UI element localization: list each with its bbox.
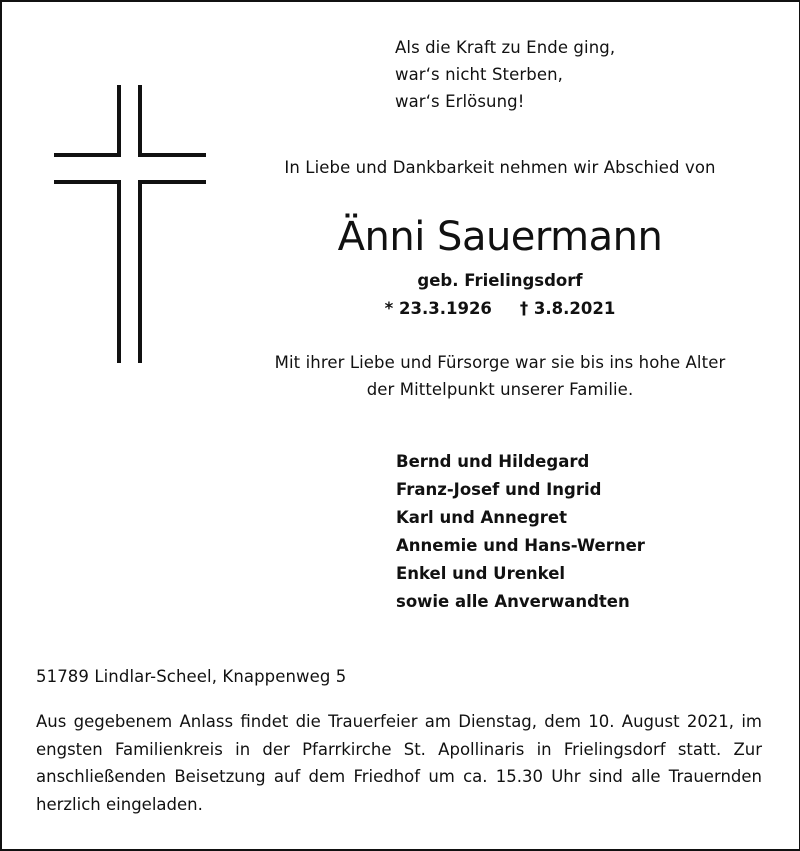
poem-line: war‘s Erlösung! xyxy=(395,92,525,111)
family-member: Annemie und Hans-Werner xyxy=(396,536,645,555)
family-member: Enkel und Urenkel xyxy=(396,564,566,583)
family-member: Bernd und Hildegard xyxy=(396,452,590,471)
family-member: Franz-Josef und Ingrid xyxy=(396,480,602,499)
family-member: sowie alle Anverwandten xyxy=(396,592,630,611)
notice-line: engsten Familienkreis in der Pfarrkirche St. Apollinaris in Frielingsdorf statt. Zur xyxy=(36,739,762,759)
family-member: Karl und Annegret xyxy=(396,508,567,527)
notice-line: anschließenden Beisetzung auf dem Friedhof um ca. 15.30 Uhr sind alle Trauernden xyxy=(36,767,762,786)
intro-text: In Liebe und Dankbarkeit nehmen wir Abschied von xyxy=(284,158,716,177)
deceased-name: Änni Sauermann xyxy=(337,214,663,260)
tribute-line: Mit ihrer Liebe und Fürsorge war sie bis ins hohe Alter xyxy=(274,353,726,372)
poem xyxy=(395,34,615,115)
notice-line: Aus gegebenem Anlass findet die Trauerfeier am Dienstag, dem 10. August 2021, im xyxy=(36,712,762,731)
tribute-line: der Mittelpunkt unserer Familie. xyxy=(366,380,634,399)
life-dates xyxy=(225,296,775,322)
maiden-name: geb. Frielingsdorf xyxy=(417,271,583,290)
death-date: † 3.8.2021 xyxy=(519,299,616,318)
address: 51789 Lindlar-Scheel, Knappenweg 5 xyxy=(36,667,347,686)
funeral-notice xyxy=(36,708,762,818)
family-list xyxy=(396,448,645,616)
cross-icon xyxy=(54,85,206,363)
tribute-text xyxy=(225,349,775,403)
notice-line: herzlich eingeladen. xyxy=(36,794,203,814)
poem-line: Als die Kraft zu Ende ging, xyxy=(395,38,616,57)
birth-date: * 23.3.1926 xyxy=(384,299,492,318)
poem-line: war‘s nicht Sterben, xyxy=(395,65,563,84)
